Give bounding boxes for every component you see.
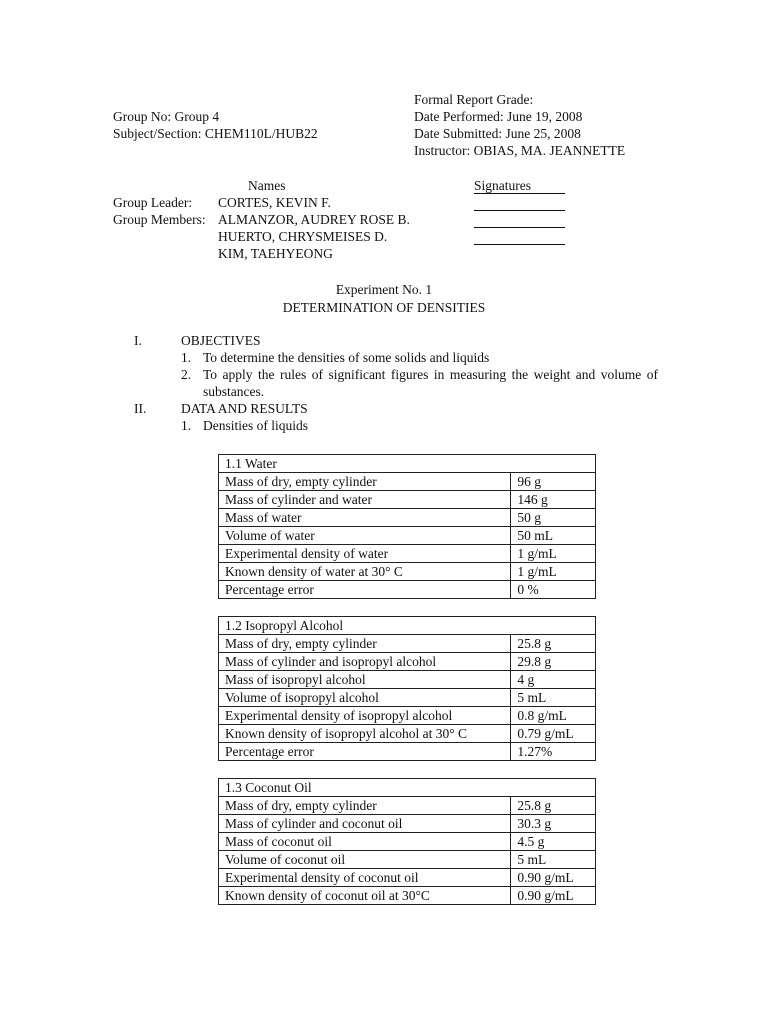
- outline: [113, 332, 658, 434]
- subsection-title: Densities of liquids: [203, 418, 308, 433]
- row-label: Volume of water: [219, 527, 511, 545]
- table-row: [219, 743, 596, 761]
- signature-line: [474, 244, 565, 245]
- section-heading: [113, 332, 658, 349]
- objective-item: [113, 366, 658, 400]
- row-value: 4.5 g: [511, 833, 596, 851]
- report-grade: Formal Report Grade:: [414, 92, 534, 107]
- table-row: [219, 635, 596, 653]
- table-row: [219, 887, 596, 905]
- table-row: [219, 545, 596, 563]
- table-title-row: [219, 779, 596, 797]
- row-label: Known density of coconut oil at 30°C: [219, 887, 511, 905]
- group-member-row: [113, 228, 410, 245]
- row-value: 29.8 g: [511, 653, 596, 671]
- group-member-row: [113, 211, 410, 228]
- group-number: Group No: Group 4: [113, 109, 220, 124]
- group-member-name: HUERTO, CHRYSMEISES D.: [218, 229, 388, 244]
- section-number: II.: [134, 401, 147, 416]
- water-table: [218, 454, 596, 599]
- row-value: 25.8 g: [511, 797, 596, 815]
- table-row: [219, 851, 596, 869]
- table-title: 1.3 Coconut Oil: [219, 779, 596, 797]
- row-value: 1 g/mL: [511, 545, 596, 563]
- names-heading: Names: [248, 178, 286, 193]
- section-title: DATA AND RESULTS: [181, 401, 308, 416]
- table-row: [219, 491, 596, 509]
- row-value: 1.27%: [511, 743, 596, 761]
- row-label: Mass of cylinder and coconut oil: [219, 815, 511, 833]
- table-row: [219, 707, 596, 725]
- table-title-row: [219, 617, 596, 635]
- row-value: 1 g/mL: [511, 563, 596, 581]
- objective-item: [113, 349, 658, 366]
- row-value: 146 g: [511, 491, 596, 509]
- table-row: [219, 581, 596, 599]
- row-value: 96 g: [511, 473, 596, 491]
- signature-line: [474, 210, 565, 211]
- table-title-row: [219, 455, 596, 473]
- subsection-heading: [113, 417, 658, 434]
- row-label: Mass of dry, empty cylinder: [219, 797, 511, 815]
- table-title: 1.1 Water: [219, 455, 596, 473]
- table-row: [219, 671, 596, 689]
- group-member-name: ALMANZOR, AUDREY ROSE B.: [218, 212, 410, 227]
- table-row: [219, 509, 596, 527]
- table-row: [219, 725, 596, 743]
- row-value: 50 mL: [511, 527, 596, 545]
- table-row: [219, 689, 596, 707]
- group-leader-row: [113, 194, 410, 211]
- table-row: [219, 815, 596, 833]
- isopropyl-alcohol-table: [218, 616, 596, 761]
- row-value: 5 mL: [511, 851, 596, 869]
- group-leader-label: Group Leader:: [113, 195, 193, 210]
- section-heading: [113, 400, 658, 417]
- row-value: 5 mL: [511, 689, 596, 707]
- row-label: Mass of cylinder and isopropyl alcohol: [219, 653, 511, 671]
- date-submitted: Date Submitted: June 25, 2008: [414, 126, 581, 141]
- table-row: [219, 473, 596, 491]
- row-value: 0.90 g/mL: [511, 869, 596, 887]
- table-row: [219, 563, 596, 581]
- table-row: [219, 833, 596, 851]
- row-value: 50 g: [511, 509, 596, 527]
- row-label: Mass of dry, empty cylinder: [219, 473, 511, 491]
- row-label: Experimental density of water: [219, 545, 511, 563]
- table-row: [219, 797, 596, 815]
- row-label: Mass of isopropyl alcohol: [219, 671, 511, 689]
- row-label: Experimental density of coconut oil: [219, 869, 511, 887]
- date-performed: Date Performed: June 19, 2008: [414, 109, 583, 124]
- group-leader-name: CORTES, KEVIN F.: [218, 195, 331, 210]
- row-value: 25.8 g: [511, 635, 596, 653]
- coconut-oil-table: [218, 778, 596, 905]
- table-row: [219, 527, 596, 545]
- group-members-label: Group Members:: [113, 212, 206, 227]
- row-label: Mass of coconut oil: [219, 833, 511, 851]
- row-label: Percentage error: [219, 581, 511, 599]
- section-number: I.: [134, 333, 142, 348]
- experiment-number: Experiment No. 1: [335, 282, 433, 297]
- instructor: Instructor: OBIAS, MA. JEANNETTE: [414, 143, 626, 158]
- header-right: [414, 91, 625, 159]
- row-label: Known density of isopropyl alcohol at 30° C: [219, 725, 511, 743]
- header-left: [113, 108, 318, 142]
- row-label: Volume of isopropyl alcohol: [219, 689, 511, 707]
- row-value: 0 %: [511, 581, 596, 599]
- table-row: [219, 653, 596, 671]
- row-value: 30.3 g: [511, 815, 596, 833]
- table-row: [219, 869, 596, 887]
- signature-line: [474, 227, 565, 228]
- section-title: OBJECTIVES: [181, 333, 261, 348]
- row-label: Percentage error: [219, 743, 511, 761]
- signature-line: [474, 193, 565, 194]
- row-value: 0.79 g/mL: [511, 725, 596, 743]
- table-title: 1.2 Isopropyl Alcohol: [219, 617, 596, 635]
- group-member-name: KIM, TAEHYEONG: [218, 246, 333, 261]
- row-value: 0.90 g/mL: [511, 887, 596, 905]
- row-value: 0.8 g/mL: [511, 707, 596, 725]
- experiment-title: DETERMINATION OF DENSITIES: [282, 300, 486, 315]
- objective-number: 1.: [181, 350, 192, 365]
- row-label: Mass of cylinder and water: [219, 491, 511, 509]
- objective-number: 2.: [181, 367, 192, 382]
- group-member-row: [113, 245, 410, 262]
- signatures-heading: Signatures: [474, 178, 531, 193]
- row-label: Volume of coconut oil: [219, 851, 511, 869]
- names-block: [113, 177, 410, 262]
- row-label: Experimental density of isopropyl alcohol: [219, 707, 511, 725]
- objective-text: To determine the densities of some solids and liquids: [203, 350, 490, 365]
- row-label: Known density of water at 30° C: [219, 563, 511, 581]
- row-label: Mass of dry, empty cylinder: [219, 635, 511, 653]
- row-label: Mass of water: [219, 509, 511, 527]
- objective-text: To apply the rules of significant figures in measuring the weight and volume of substances.: [203, 367, 658, 399]
- row-value: 4 g: [511, 671, 596, 689]
- subsection-number: 1.: [181, 418, 192, 433]
- subject-section: Subject/Section: CHEM110L/HUB22: [113, 126, 318, 141]
